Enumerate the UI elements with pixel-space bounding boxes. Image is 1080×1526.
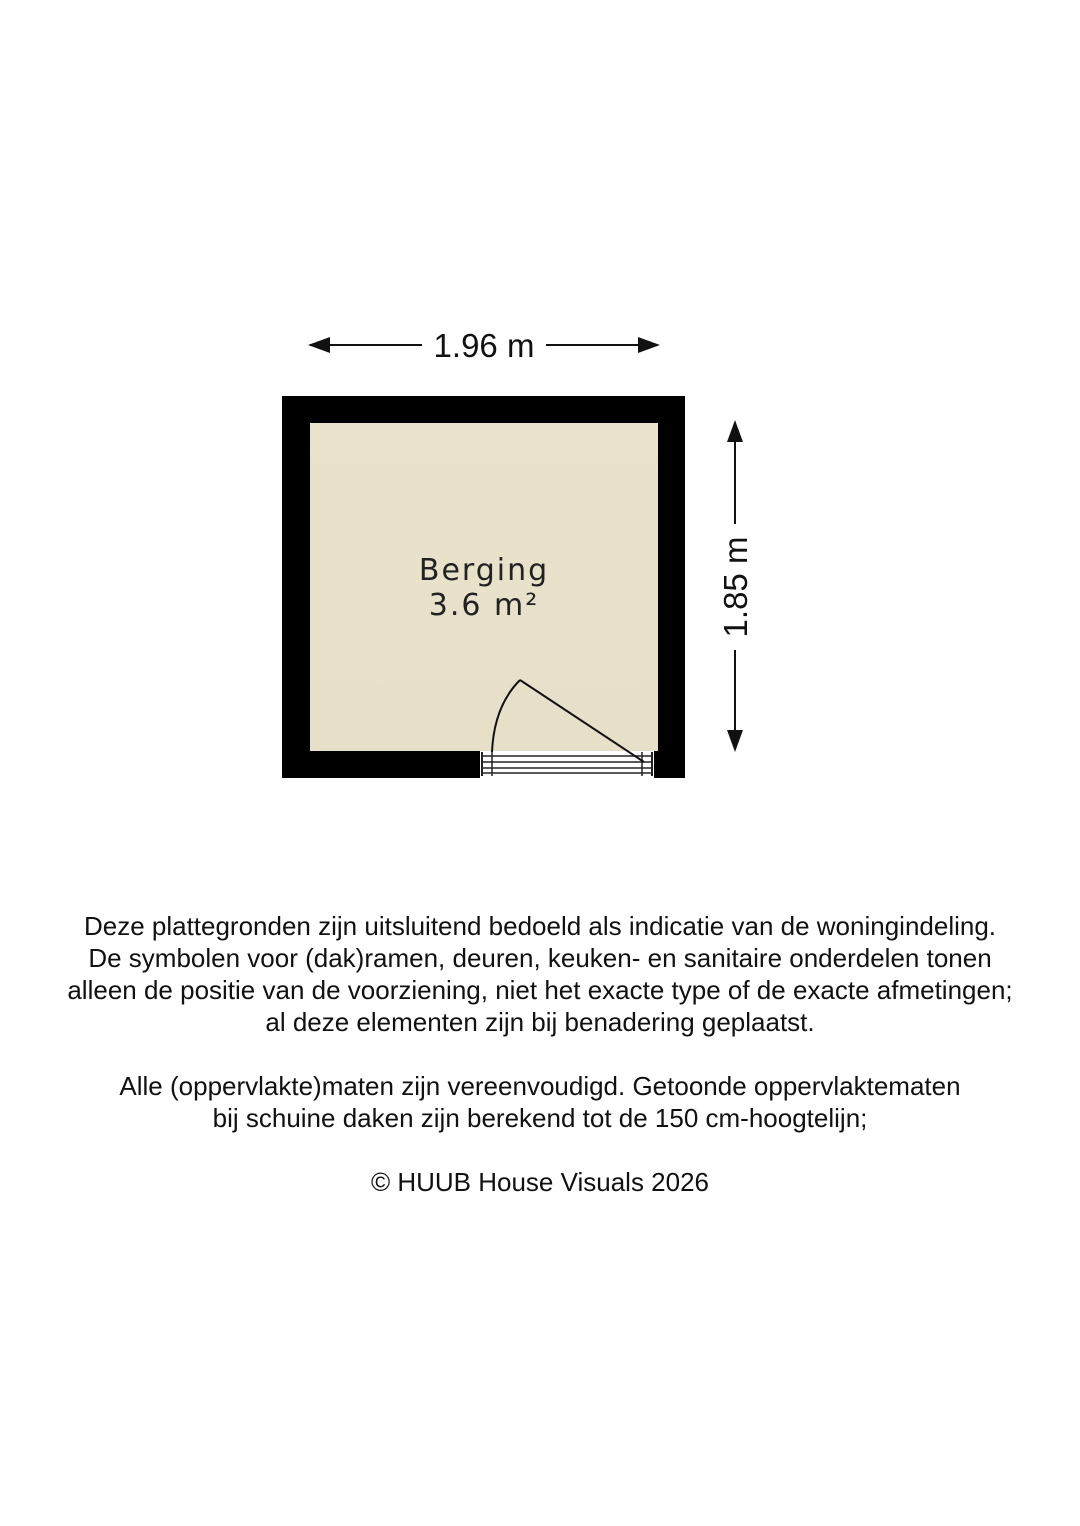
disclaimer-line: bij schuine daken zijn berekend tot de 150 cm-hoogtelijn; xyxy=(212,1103,868,1133)
width-dimension-label: 1.96 m xyxy=(433,327,535,364)
height-arrow-bottom-icon xyxy=(727,730,743,752)
disclaimer-line: Deze plattegronden zijn uitsluitend bedoeld als indicatie van de woningindeling. xyxy=(83,911,997,941)
disclaimer-line: Alle (oppervlakte)maten zijn vereenvoudigd. Getoonde oppervlaktematen xyxy=(119,1071,961,1101)
width-dimension xyxy=(308,327,660,364)
paragraph-gap xyxy=(0,1134,1080,1166)
paragraph-gap xyxy=(0,1038,1080,1070)
height-dimension xyxy=(717,420,754,752)
door-opening xyxy=(480,751,654,778)
disclaimer-line: De symbolen voor (dak)ramen, deuren, keuken- en sanitaire onderdelen tonen xyxy=(88,943,992,973)
room-name: Berging xyxy=(418,553,550,588)
width-arrow-left-icon xyxy=(308,337,330,353)
width-arrow-right-icon xyxy=(638,337,660,353)
copyright: © HUUB House Visuals 2026 xyxy=(370,1167,710,1197)
disclaimer xyxy=(0,910,1080,1198)
disclaimer-line: alleen de positie van de voorziening, niet het exacte type of de exacte afmetingen; xyxy=(67,975,1013,1005)
room-area: 3.6 m² xyxy=(428,588,540,623)
height-arrow-top-icon xyxy=(727,420,743,442)
disclaimer-line: al deze elementen zijn bij benadering geplaatst. xyxy=(265,1007,815,1037)
height-dimension-label: 1.85 m xyxy=(717,536,754,638)
